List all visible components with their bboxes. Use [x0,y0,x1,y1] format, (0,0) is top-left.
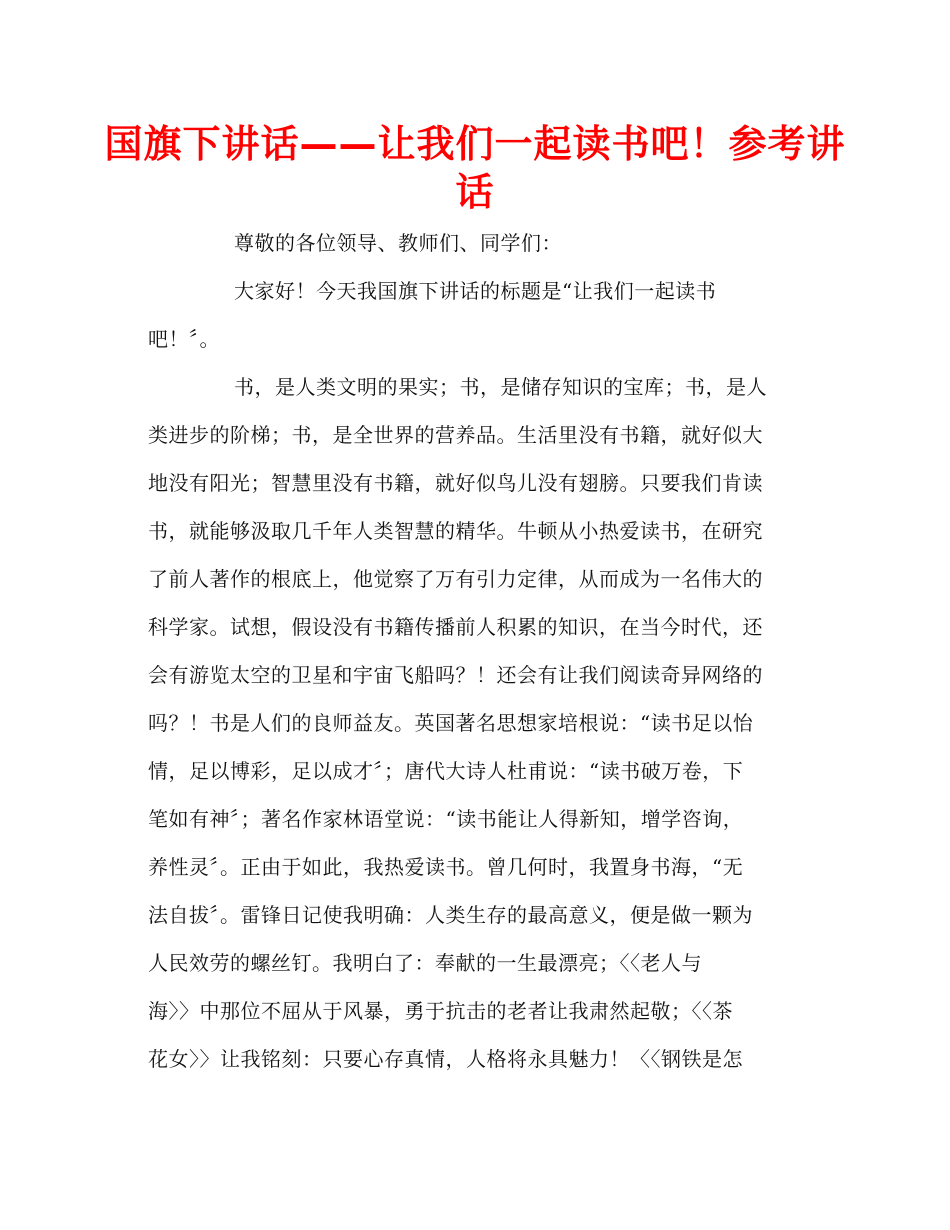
salutation-line: 尊敬的各位领导、教师们、同学们： [234,231,562,255]
paragraph-line: 吗？！书是人们的良师益友。英国著名思想家培根说：“读书足以怡 [148,711,754,735]
paragraph-line: 养性灵〞。正由于如此，我热爱读书。曾几何时，我置身书海，“无 [148,855,744,879]
paragraph-line: 类进步的阶梯；书，是全世界的营养品。生活里没有书籍，就好似大 [148,423,763,447]
paragraph-line: 笔如有神〞；著名作家林语堂说：“读书能让人得新知，增学咨询， [148,807,744,831]
paragraph-line: 大家好！今天我国旗下讲话的标题是“让我们一起读书 [234,279,717,303]
document-title: 国旗下讲话——让我们一起读书吧！参考讲话 [104,122,846,214]
paragraph-line: 科学家。试想，假设没有书籍传播前人积累的知识，在当今时代，还 [148,615,763,639]
paragraph-line: 法自拔〞。雷锋日记使我明确：人类生存的最高意义，便是做一颗为 [148,903,753,927]
paragraph-line: 海〉〉中那位不屈从于风暴，勇于抗击的老者让我肃然起敬；〈〈茶 [148,999,733,1023]
paragraph-line: 吧！〞。 [148,327,220,351]
paragraph-line: 书，就能够汲取几千年人类智慧的精华。牛顿从小热爱读书，在研究 [148,519,763,543]
paragraph-line: 人民效劳的螺丝钉。我明白了：奉献的一生最漂亮；〈〈老人与 [148,951,702,975]
paragraph-line: 情，足以博彩，足以成才〞；唐代大诗人杜甫说：“读书破万卷，下 [148,759,744,783]
paragraph-line: 了前人著作的根底上，他觉察了万有引力定律，从而成为一名伟大的 [148,567,763,591]
paragraph-line: 地没有阳光；智慧里没有书籍，就好似鸟儿没有翅膀。只要我们肯读 [148,471,763,495]
paragraph-line: 书，是人类文明的果实；书，是储存知识的宝库；书，是人 [234,375,767,399]
paragraph-line: 花女〉〉让我铭刻：只要心存真情，人格将永具魅力！〈〈钢铁是怎 [148,1047,743,1071]
paragraph-line: 会有游览太空的卫星和宇宙飞船吗？！还会有让我们阅读奇异网络的 [148,663,763,687]
